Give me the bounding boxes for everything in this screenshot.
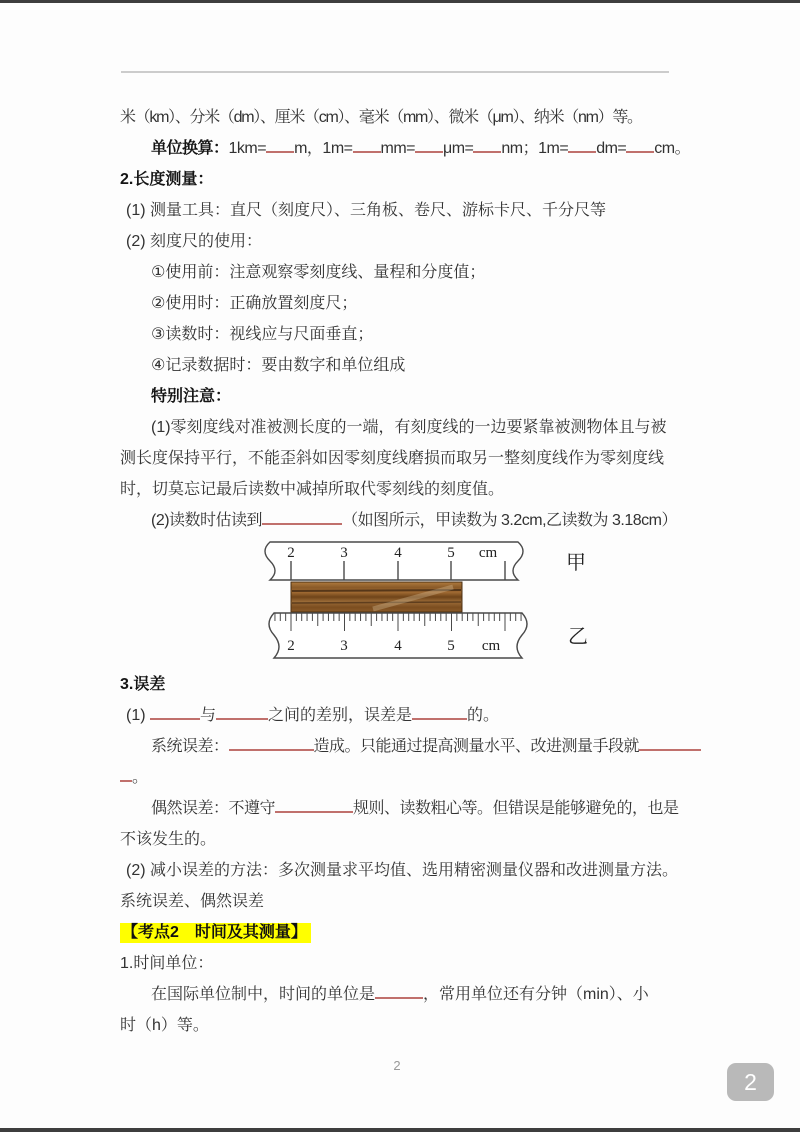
wood-block: [291, 582, 462, 612]
topic2-highlight-heading: 【考点2 时间及其测量】: [120, 923, 311, 943]
bottom-edge: [0, 1128, 800, 1132]
page-content: [120, 102, 692, 1041]
blank-field: [120, 766, 132, 782]
text-fragment: nm；1m=: [501, 140, 569, 157]
heading-error: 3.误差: [120, 676, 166, 693]
paragraph-note1-line3: 时，切莫忘记最后读数中减掉所取代零刻线的刻度值。: [120, 481, 505, 498]
text-fragment: （如图所示，甲读数为 3.2cm,乙读数为 3.18cm）: [342, 512, 677, 529]
top-edge: [0, 0, 800, 3]
paragraph-tools: (1) 测量工具：直尺（刻度尺）、三角板、卷尺、游标卡尺、千分尺等: [126, 202, 607, 219]
paragraph-usage-1: ①使用前：注意观察零刻度线、量程和分度值；: [151, 264, 486, 281]
blank-field: [412, 704, 467, 720]
paragraph-systematic-error-cont: [120, 762, 692, 793]
text-fragment: dm=: [596, 140, 627, 157]
ruler-jia-name: 甲: [566, 552, 586, 574]
blank-field: [626, 137, 654, 153]
text-fragment: mm=: [380, 140, 415, 157]
heading-time-unit: 1.时间单位：: [120, 955, 214, 972]
heading-length-measurement: 2.长度测量：: [120, 171, 214, 188]
ruler-yi-label-2: 2: [287, 638, 295, 654]
paragraph-usage-2: ②使用时：正确放置刻度尺；: [151, 295, 358, 312]
ruler-jia-label-4: 4: [394, 545, 402, 561]
blank-field: [216, 704, 268, 720]
paragraph-note1-line1: (1)零刻度线对准被测长度的一端，有刻度线的一边要紧靠被测物体且与被: [151, 419, 667, 436]
footer-page-number: 2: [393, 1058, 401, 1073]
heading-topic2-row: [120, 917, 692, 948]
paragraph-time-si-cont: 时（h）等。: [120, 1017, 209, 1034]
text-fragment: 。: [132, 769, 149, 786]
text-fragment: 系统误差：: [151, 738, 229, 755]
ruler-yi-label-3: 3: [340, 638, 348, 654]
ruler-yi-label-5: 5: [447, 638, 455, 654]
blank-field: [262, 509, 342, 525]
blank-field: [266, 137, 294, 153]
blank-field: [353, 137, 381, 153]
text-fragment: 与: [200, 707, 217, 724]
text-fragment: 偶然误差：不遵守: [151, 800, 276, 817]
ruler-jia-unit-label: cm: [478, 545, 498, 561]
paragraph-note2: [120, 505, 692, 536]
text-fragment: (2)读数时估读到: [151, 512, 263, 529]
ruler-jia-label-2: 2: [287, 545, 295, 561]
text-fragment: cm。: [654, 140, 691, 157]
paragraph-random-error-cont: 不该发生的。: [120, 831, 217, 848]
ruler-diagram-svg: [248, 538, 600, 664]
paragraph-usage-3: ③读数时：视线应与尺面垂直；: [151, 326, 374, 343]
paragraph-time-si: [120, 979, 692, 1010]
paragraph-length-units: 米（km）、分米（dm）、厘米（cm）、毫米（mm）、微米（μm）、纳米（nm）等。: [120, 109, 642, 126]
text-fragment: 在国际单位制中，时间的单位是: [151, 986, 376, 1003]
paragraph-unit-conversion: [120, 133, 692, 164]
text-fragment: 造成。只能通过提高测量水平、改进测量手段就: [313, 738, 640, 755]
blank-field: [275, 797, 353, 813]
paragraph-usage-4: ④记录数据时：要由数字和单位组成: [151, 357, 406, 374]
page-break-divider: [121, 71, 669, 73]
unit-conversion-label: 单位换算：: [151, 140, 229, 157]
paragraph-systematic-error: [120, 731, 692, 762]
ruler-jia-label-3: 3: [340, 545, 348, 561]
paragraph-random-error: [120, 793, 692, 824]
heading-special-note: 特别注意：: [151, 388, 232, 405]
text-fragment: (1): [126, 707, 150, 724]
paragraph-reduce-error: (2) 减小误差的方法：多次测量求平均值、选用精密测量仪器和改进测量方法。: [126, 862, 679, 879]
blank-field: [375, 983, 423, 999]
blank-field: [568, 137, 596, 153]
text-fragment: m，1m=: [294, 140, 353, 157]
ruler-jia-label-5: 5: [447, 545, 455, 561]
ruler-diagram: [248, 538, 600, 664]
text-fragment: 之间的差别，误差是: [268, 707, 413, 724]
paragraph-error-types: 系统误差、偶然误差: [120, 893, 265, 910]
text-fragment: ，常用单位还有分钟（min）、小: [423, 986, 649, 1003]
text-fragment: 的。: [467, 707, 500, 724]
ruler-yi-label-4: 4: [394, 638, 402, 654]
page-badge: 2: [727, 1063, 774, 1101]
paragraph-usage-head: (2) 刻度尺的使用：: [126, 233, 263, 250]
blank-field: [150, 704, 200, 720]
paragraph-error-definition: [120, 700, 692, 731]
ruler-yi-unit-label: cm: [481, 638, 501, 654]
ruler-yi-name: 乙: [568, 626, 588, 648]
text-fragment: 规则、读数粗心等。但错误是能够避免的，也是: [353, 800, 679, 817]
blank-field: [473, 137, 501, 153]
text-fragment: 1km=: [228, 140, 267, 157]
blank-field: [229, 735, 314, 751]
blank-field: [639, 735, 701, 751]
text-fragment: μm=: [443, 140, 474, 157]
paragraph-note1-line2: 测长度保持平行，不能歪斜如因零刻度线磨损而取另一整刻度线作为零刻度线: [120, 450, 665, 467]
blank-field: [415, 137, 443, 153]
